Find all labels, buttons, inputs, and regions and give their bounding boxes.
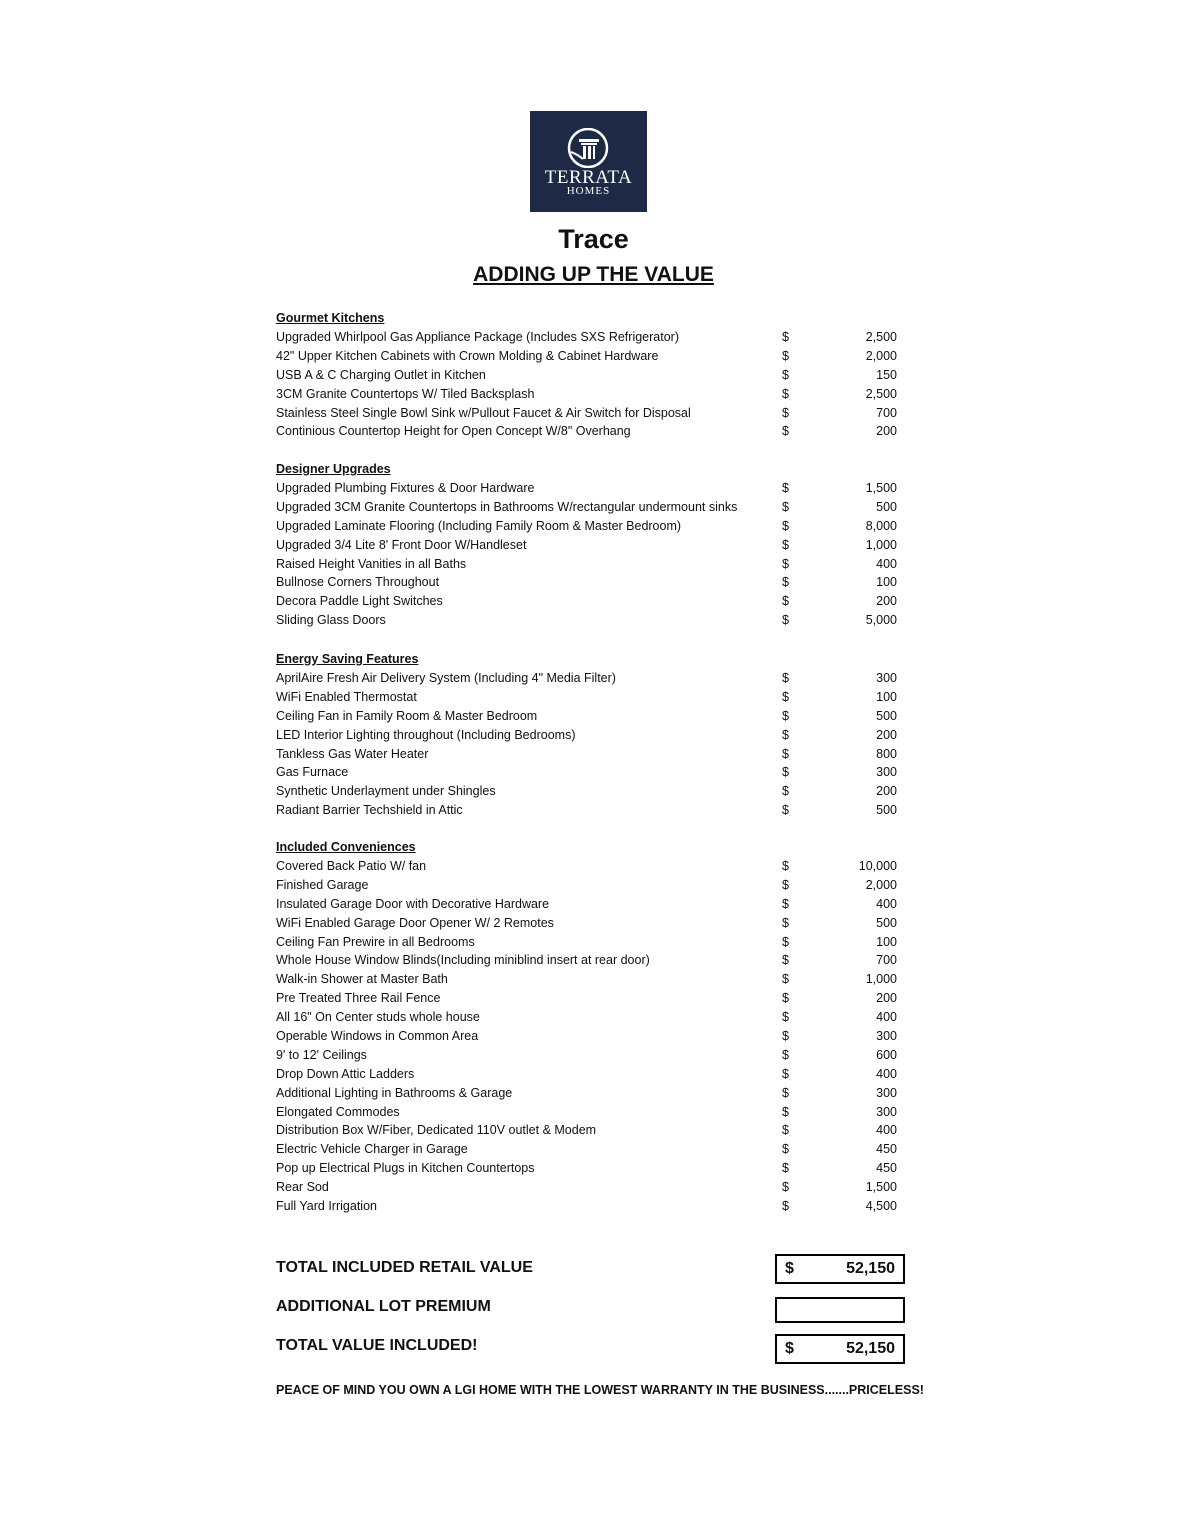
currency-symbol: $	[782, 953, 789, 968]
logo-text-terrata: TERRATA	[544, 167, 633, 188]
list-item	[276, 1178, 916, 1197]
list-item	[276, 517, 916, 536]
item-description: Additional Lighting in Bathrooms & Garage	[276, 1085, 513, 1100]
item-description: Finished Garage	[276, 877, 369, 892]
total-value-included-box	[775, 1334, 905, 1364]
currency-symbol: $	[785, 1260, 794, 1277]
list-item	[276, 707, 916, 726]
item-description: Upgraded Plumbing Fixtures & Door Hardware	[276, 481, 535, 495]
currency-symbol: $	[782, 765, 789, 780]
currency-symbol: $	[782, 1161, 789, 1176]
item-description: Radiant Barrier Techshield in Attic	[276, 803, 463, 818]
list-item	[276, 422, 916, 441]
section-gourmet-kitchens	[276, 309, 916, 441]
item-amount: 1,500	[865, 481, 897, 495]
item-description: Walk-in Shower at Master Bath	[276, 972, 448, 987]
list-item	[276, 1046, 916, 1065]
item-description: Sliding Glass Doors	[276, 613, 386, 628]
item-description: Drop Down Attic Ladders	[276, 1066, 415, 1081]
item-description: 9' to 12' Ceilings	[276, 1047, 367, 1062]
currency-symbol: $	[782, 1047, 789, 1062]
additional-lot-premium-box	[775, 1297, 905, 1323]
list-item	[276, 328, 916, 347]
item-amount: 4,500	[865, 1199, 897, 1214]
item-amount: 400	[876, 1010, 897, 1025]
item-amount: 500	[876, 499, 897, 514]
list-item	[276, 573, 916, 592]
currency-symbol: $	[782, 784, 789, 799]
list-item	[276, 970, 916, 989]
item-amount: 2,000	[865, 348, 897, 363]
currency-symbol: $	[782, 708, 789, 723]
item-amount: 2,500	[865, 386, 897, 401]
item-amount: 2,000	[865, 877, 897, 892]
currency-symbol: $	[782, 859, 789, 873]
item-amount: 500	[876, 803, 897, 818]
list-item	[276, 1140, 916, 1159]
item-description: Pop up Electrical Plugs in Kitchen Countertops	[276, 1161, 535, 1176]
list-item	[276, 876, 916, 895]
item-description: Decora Paddle Light Switches	[276, 594, 443, 609]
section-energy-saving-features	[276, 650, 916, 820]
list-item	[276, 989, 916, 1008]
list-item	[276, 1084, 916, 1103]
currency-symbol: $	[782, 1142, 789, 1157]
currency-symbol: $	[782, 424, 789, 439]
item-description: Pre Treated Three Rail Fence	[276, 991, 441, 1006]
item-description: 3CM Granite Countertops W/ Tiled Backsplash	[276, 386, 535, 401]
item-amount: 300	[876, 1104, 897, 1119]
item-amount: 2,500	[865, 330, 897, 344]
currency-symbol: $	[782, 386, 789, 401]
currency-symbol: $	[782, 556, 789, 571]
list-item	[276, 688, 916, 707]
list-item	[276, 801, 916, 820]
item-description: 42" Upper Kitchen Cabinets with Crown Molding & Cabinet Hardware	[276, 348, 659, 363]
item-description: Continious Countertop Height for Open Concept W/8" Overhang	[276, 424, 631, 439]
list-item	[276, 1065, 916, 1084]
currency-symbol: $	[782, 1029, 789, 1044]
item-description: Raised Height Vanities in all Baths	[276, 556, 467, 571]
currency-symbol: $	[782, 746, 789, 761]
currency-symbol: $	[782, 1199, 789, 1214]
item-description: Elongated Commodes	[276, 1104, 400, 1119]
section-heading: Designer Upgrades	[276, 462, 391, 476]
currency-symbol: $	[782, 575, 789, 590]
item-amount: 1,000	[865, 972, 897, 987]
item-description: Stainless Steel Single Bowl Sink w/Pullout Faucet & Air Switch for Disposal	[276, 405, 691, 420]
list-item	[276, 404, 916, 423]
list-item	[276, 726, 916, 745]
item-amount: 1,500	[865, 1180, 897, 1195]
list-item	[276, 498, 916, 517]
currency-symbol: $	[782, 481, 789, 495]
section-heading: Gourmet Kitchens	[276, 311, 385, 325]
logo-text-homes: HOMES	[566, 185, 611, 197]
list-item	[276, 479, 916, 498]
item-description: Operable Windows in Common Area	[276, 1029, 479, 1044]
section-designer-upgrades	[276, 460, 916, 630]
currency-symbol: $	[782, 594, 789, 609]
item-amount: 200	[876, 727, 897, 742]
item-description: Covered Back Patio W/ fan	[276, 859, 427, 873]
list-item	[276, 555, 916, 574]
item-description: WiFi Enabled Garage Door Opener W/ 2 Remotes	[276, 915, 554, 930]
item-amount: 100	[876, 689, 897, 704]
item-amount: 100	[876, 575, 897, 590]
item-amount: 300	[876, 671, 897, 685]
item-description: WiFi Enabled Thermostat	[276, 689, 417, 704]
item-description: Electric Vehicle Charger in Garage	[276, 1142, 468, 1157]
item-amount: 600	[876, 1047, 897, 1062]
currency-symbol: $	[782, 1066, 789, 1081]
total-retail-value-box	[775, 1254, 905, 1284]
list-item	[276, 745, 916, 764]
section-heading: Energy Saving Features	[276, 652, 419, 666]
list-item	[276, 914, 916, 933]
item-amount: 300	[876, 1085, 897, 1100]
item-description: Upgraded 3CM Granite Countertops in Bathrooms W/rectangular undermount sinks	[276, 499, 738, 514]
list-item	[276, 857, 916, 876]
list-item	[276, 385, 916, 404]
item-amount: 700	[876, 953, 897, 968]
item-amount: 150	[876, 367, 897, 382]
currency-symbol: $	[782, 518, 789, 533]
currency-symbol: $	[782, 671, 789, 685]
currency-symbol: $	[782, 915, 789, 930]
list-item	[276, 1027, 916, 1046]
item-amount: 100	[876, 934, 897, 949]
total-retail-value-amount: 52,150	[846, 1260, 895, 1277]
item-description: Synthetic Underlayment under Shingles	[276, 784, 496, 799]
additional-lot-premium-label: ADDITIONAL LOT PREMIUM	[276, 1298, 491, 1315]
currency-symbol: $	[782, 1085, 789, 1100]
page-subtitle: ADDING UP THE VALUE	[473, 263, 714, 286]
list-item	[276, 951, 916, 970]
item-description: Upgraded Whirlpool Gas Appliance Package (Includes SXS Refrigerator)	[276, 330, 679, 344]
item-amount: 700	[876, 405, 897, 420]
item-description: Upgraded Laminate Flooring (Including Family Room & Master Bedroom)	[276, 518, 682, 533]
currency-symbol: $	[782, 1180, 789, 1195]
item-description: LED Interior Lighting throughout (Including Bedrooms)	[276, 727, 576, 742]
page-title: Trace	[558, 224, 629, 254]
item-description: Rear Sod	[276, 1180, 329, 1195]
list-item	[276, 611, 916, 630]
column-emblem-icon	[567, 128, 609, 168]
item-amount: 500	[876, 915, 897, 930]
list-item	[276, 592, 916, 611]
item-description: All 16" On Center studs whole house	[276, 1010, 480, 1025]
list-item	[276, 1103, 916, 1122]
item-description: AprilAire Fresh Air Delivery System (Including 4" Media Filter)	[276, 671, 616, 685]
currency-symbol: $	[782, 803, 789, 818]
item-description: Gas Furnace	[276, 765, 349, 780]
section-heading: Included Conveniences	[276, 840, 416, 854]
terrata-homes-logo	[530, 111, 647, 212]
currency-symbol: $	[782, 405, 789, 420]
list-item	[276, 1159, 916, 1178]
list-item	[276, 1008, 916, 1027]
currency-symbol: $	[782, 537, 789, 552]
item-amount: 450	[876, 1161, 897, 1176]
item-amount: 300	[876, 1029, 897, 1044]
item-description: Distribution Box W/Fiber, Dedicated 110V outlet & Modem	[276, 1123, 597, 1138]
item-description: Tankless Gas Water Heater	[276, 746, 429, 761]
item-amount: 450	[876, 1142, 897, 1157]
list-item	[276, 366, 916, 385]
list-item	[276, 1121, 916, 1140]
currency-symbol: $	[785, 1340, 794, 1357]
currency-symbol: $	[782, 613, 789, 628]
currency-symbol: $	[782, 330, 789, 344]
currency-symbol: $	[782, 1123, 789, 1138]
item-amount: 500	[876, 708, 897, 723]
list-item	[276, 895, 916, 914]
item-amount: 400	[876, 1123, 897, 1138]
currency-symbol: $	[782, 896, 789, 911]
list-item	[276, 763, 916, 782]
item-amount: 400	[876, 556, 897, 571]
total-retail-value-label: TOTAL INCLUDED RETAIL VALUE	[276, 1259, 533, 1276]
item-amount: 800	[876, 746, 897, 761]
item-description: Upgraded 3/4 Lite 8' Front Door W/Handleset	[276, 537, 527, 552]
currency-symbol: $	[782, 367, 789, 382]
item-amount: 200	[876, 784, 897, 799]
currency-symbol: $	[782, 972, 789, 987]
item-amount: 8,000	[865, 518, 897, 533]
item-amount: 1,000	[865, 537, 897, 552]
total-value-included-amount: 52,150	[846, 1340, 895, 1357]
item-description: Bullnose Corners Throughout	[276, 575, 440, 590]
item-amount: 200	[876, 424, 897, 439]
item-amount: 5,000	[865, 613, 897, 628]
item-description: Insulated Garage Door with Decorative Hardware	[276, 896, 550, 911]
currency-symbol: $	[782, 991, 789, 1006]
currency-symbol: $	[782, 499, 789, 514]
item-amount: 300	[876, 765, 897, 780]
footer-tagline: PEACE OF MIND YOU OWN A LGI HOME WITH THE LOWEST WARRANTY IN THE BUSINESS.......PRICELESS!	[276, 1383, 924, 1397]
item-description: Full Yard Irrigation	[276, 1199, 377, 1214]
currency-symbol: $	[782, 348, 789, 363]
item-description: Ceiling Fan in Family Room & Master Bedroom	[276, 708, 538, 723]
currency-symbol: $	[782, 1010, 789, 1025]
item-amount: 400	[876, 896, 897, 911]
list-item	[276, 347, 916, 366]
list-item	[276, 782, 916, 801]
item-amount: 200	[876, 594, 897, 609]
currency-symbol: $	[782, 727, 789, 742]
item-amount: 400	[876, 1066, 897, 1081]
item-description: USB A & C Charging Outlet in Kitchen	[276, 367, 486, 382]
item-description: Ceiling Fan Prewire in all Bedrooms	[276, 934, 475, 949]
currency-symbol: $	[782, 934, 789, 949]
item-description: Whole House Window Blinds(Including miniblind insert at rear door)	[276, 953, 650, 968]
currency-symbol: $	[782, 689, 789, 704]
section-included-conveniences	[276, 838, 916, 1216]
total-value-included-label: TOTAL VALUE INCLUDED!	[276, 1337, 478, 1354]
list-item	[276, 669, 916, 688]
item-amount: 200	[876, 991, 897, 1006]
currency-symbol: $	[782, 1104, 789, 1119]
list-item	[276, 536, 916, 555]
item-amount: 10,000	[858, 859, 897, 873]
list-item	[276, 933, 916, 952]
currency-symbol: $	[782, 877, 789, 892]
list-item	[276, 1197, 916, 1216]
